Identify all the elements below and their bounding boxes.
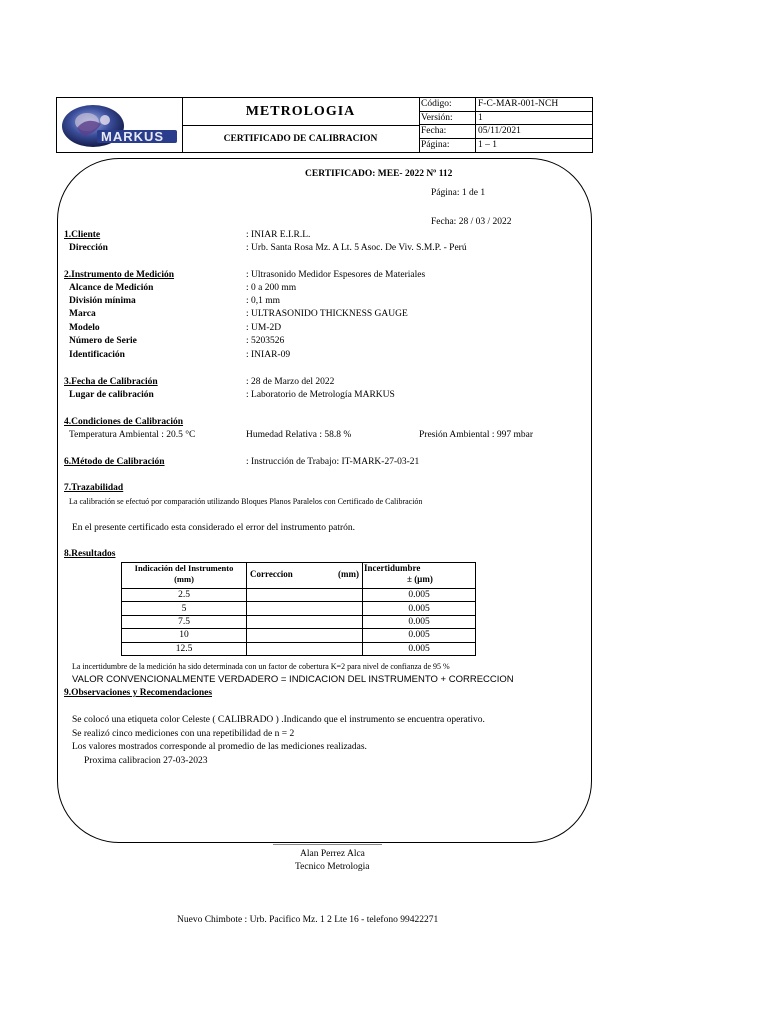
col-indication-unit: (mm) [174,574,194,584]
signature-line [273,844,382,845]
footer-address: Nuevo Chimbote : Urb. Pacifico Mz. 1 2 Lte 16 - telefono 99422271 [177,915,439,925]
instrument-row-value: : 0,1 mm [246,296,281,306]
cell-uncertainty: 0.005 [363,629,476,642]
cell-uncertainty: 0.005 [363,602,476,615]
section-calibration-date-heading: 3.Fecha de Calibración [64,377,158,387]
col-indication-header [122,563,247,589]
certificate-date: Fecha: 28 / 03 / 2022 [431,217,512,227]
calibration-place-label: Lugar de calibración [69,390,154,400]
instrument-row-label: División mínima [69,296,136,306]
table-row [122,589,476,602]
document-title: METROLOGIA [182,98,419,126]
meta-label: Código: [421,98,476,111]
instrument-row-label: Alcance de Medición [69,283,154,293]
observation-line: Se colocó una etiqueta color Celeste ( CALIBRADO ) .Indicando que el instrumento se encuentra operativo. [72,715,485,725]
instrument-row-label: Marca [69,309,96,319]
cell-indication: 12.5 [122,642,247,655]
document-header [56,97,593,153]
true-value-formula: VALOR CONVENCIONALMENTE VERDADERO = INDICACION DEL INSTRUMENTO + CORRECCION [72,674,514,685]
calibration-date-value: : 28 de Marzo del 2022 [246,377,335,387]
uncertainty-note: La incertidumbre de la medición ha sido determinada con un factor de cobertura K=2 para nivel de confianza de 95 % [72,662,450,671]
table-row [122,642,476,655]
cell-correction [247,629,363,642]
col-correction-unit: (mm) [338,569,359,579]
results-table [121,562,476,656]
cell-uncertainty: 0.005 [363,615,476,628]
method-value: : Instrucción de Trabajo: IT-MARK-27-03-21 [246,457,420,467]
table-row [122,615,476,628]
meta-value: 1 – 1 [478,139,497,150]
instrument-row-label: Identificación [69,350,125,360]
instrument-row-label: Número de Serie [69,336,137,346]
certificate-page: Página: 1 de 1 [431,188,486,198]
meta-label: Fecha: [421,125,476,138]
traceability-line-2: En el presente certificado esta considerado el error del instrumento patrón. [72,523,356,533]
col-indication-label: Indicación del Instrumento [134,563,234,573]
instrument-row-value: : ULTRASONIDO THICKNESS GAUGE [246,309,408,319]
logo-cell [57,98,183,152]
instrument-value: : Ultrasonido Medidor Espesores de Materiales [246,270,426,280]
section-observations-heading: 9.Observaciones y Recomendaciones [64,688,213,698]
meta-row-page [419,139,592,153]
meta-value: 05/11/2021 [478,126,521,136]
section-method-heading: 6.Método de Calibración [64,457,165,467]
cell-indication: 10 [122,629,247,642]
section-traceability-heading: 7.Trazabilidad [64,483,124,493]
cell-correction [247,589,363,602]
table-row [122,629,476,642]
title-cell [182,98,420,152]
instrument-row-value: : 0 a 200 mm [246,283,297,293]
instrument-row-value: : INIAR-09 [246,350,291,360]
section-instrument-heading: 2.Instrumento de Medición [64,270,175,280]
section-client-heading: 1.Cliente [64,230,101,240]
meta-value: F-C-MAR-001-NCH [478,99,559,109]
cell-correction [247,602,363,615]
document-subtitle: CERTIFICADO DE CALIBRACION [223,134,378,144]
signer-role: Tecnico Metrologia [295,862,370,872]
observation-line: Los valores mostrados corresponde al promedio de las mediciones realizadas. [72,742,367,752]
col-correction-label: Correccion [250,569,293,579]
meta-row-code [419,98,592,112]
cell-correction [247,615,363,628]
certificate-number: CERTIFICADO: MEE- 2022 Nº 112 [305,169,453,179]
col-uncertainty-label: Incertidumbre [364,563,421,573]
client-address-label: Dirección [69,243,108,253]
cell-correction [247,642,363,655]
section-results-heading: 8.Resultados [64,549,116,559]
meta-row-version [419,112,592,126]
logo-text: MARKUS [101,129,165,144]
col-correction-header [247,563,363,589]
meta-label: Versión: [421,112,476,125]
next-calibration: Proxima calibracion 27-03-2023 [84,756,208,766]
client-value: : INIAR E.I.R.L. [246,230,311,240]
traceability-line-1: La calibración se efectuó por comparación utilizando Bloques Planos Paralelos con Certificado de Calibración [69,497,423,506]
cell-uncertainty: 0.005 [363,642,476,655]
client-address-value: : Urb. Santa Rosa Mz. A Lt. 5 Asoc. De Viv. S.M.P. - Perú [246,243,467,253]
signer-name: Alan Perrez Alca [300,849,365,859]
cell-indication: 7.5 [122,615,247,628]
meta-label: Página: [421,139,476,153]
condition-humidity: Humedad Relativa : 58.8 % [246,430,352,440]
table-row [122,602,476,615]
section-conditions-heading: 4.Condiciones de Calibración [64,417,184,427]
instrument-row-value: : 5203526 [246,336,285,346]
results-header-row [122,563,476,589]
col-uncertainty-header [363,563,476,589]
cell-indication: 2.5 [122,589,247,602]
cell-indication: 5 [122,602,247,615]
col-uncertainty-unit: ± (µm) [407,574,433,584]
instrument-row-label: Modelo [69,323,100,333]
condition-pressure: Presión Ambiental : 997 mbar [419,430,533,440]
observation-line: Se realizó cinco mediciones con una repetibilidad de n = 2 [72,729,295,739]
condition-temperature: Temperatura Ambiental : 20.5 °C [69,430,196,440]
instrument-row-value: : UM-2D [246,323,282,333]
meta-value: 1 [478,112,483,123]
meta-row-date [419,125,592,139]
cell-uncertainty: 0.005 [363,589,476,602]
calibration-place-value: : Laboratorio de Metrología MARKUS [246,390,395,400]
